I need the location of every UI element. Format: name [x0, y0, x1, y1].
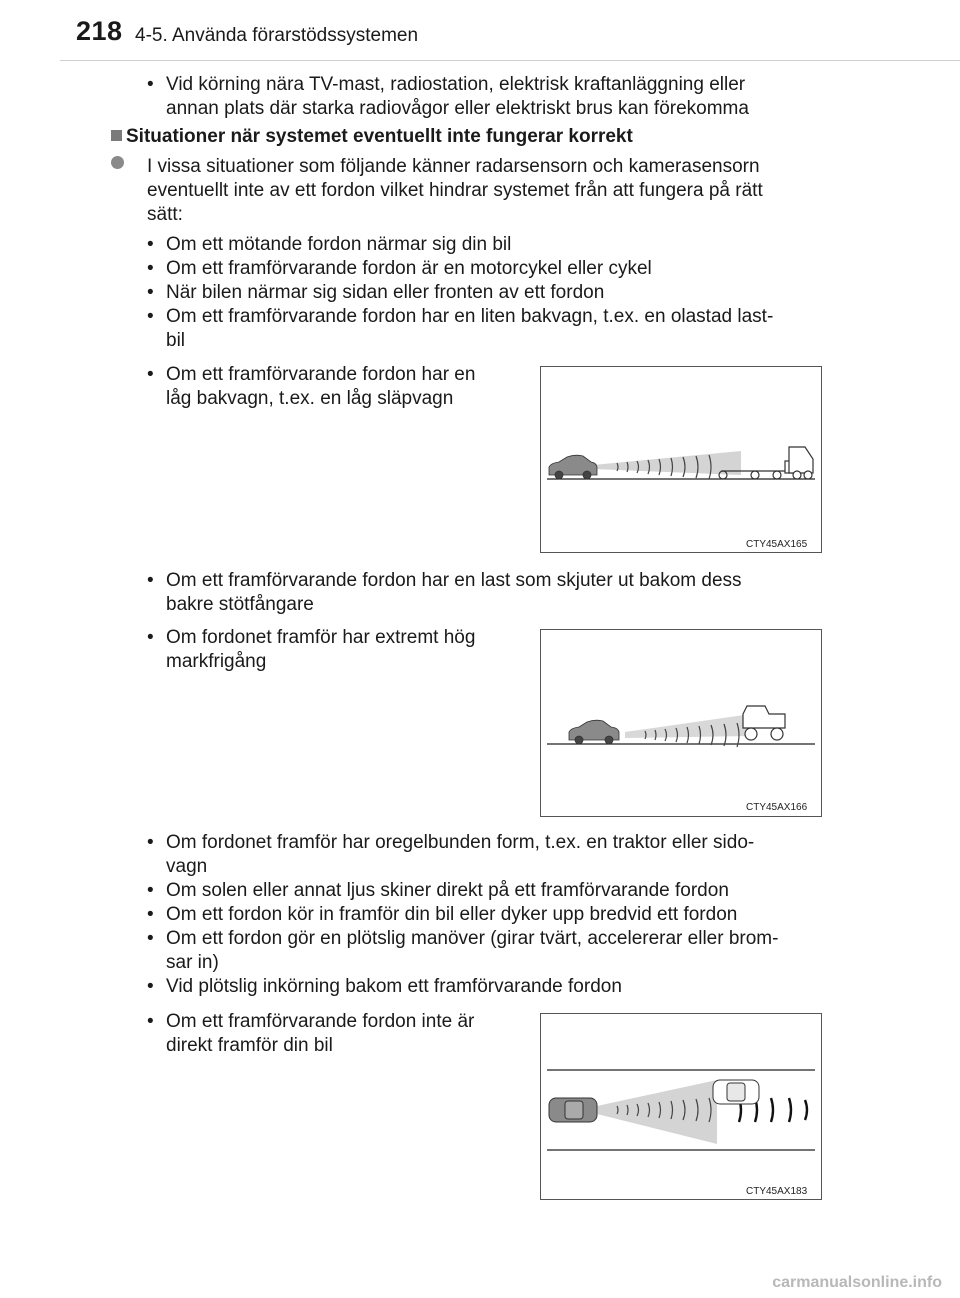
list-item-line: Om ett fordon gör en plötslig manöver (girar tvärt, accelererar eller brom-	[166, 928, 779, 949]
list-item	[147, 569, 857, 617]
list-item-line: Om ett framförvarande fordon har en liten bakvagn, t.ex. en olastad last-	[166, 306, 774, 327]
list-item-line: direkt framför din bil	[166, 1035, 333, 1056]
list-item	[147, 879, 857, 903]
list-item-text: Om ett framförvarande fordon är en motorcykel eller cykel	[166, 258, 652, 279]
list-item-text: Om ett fordon kör in framför din bil eller dyker upp bredvid ett fordon	[166, 904, 738, 925]
list-item	[147, 831, 857, 879]
figure-high-clearance	[540, 629, 822, 817]
bullet-dot: •	[147, 832, 154, 853]
page-number: 218	[76, 16, 123, 46]
truck	[785, 447, 813, 479]
bullet-line: annan plats där starka radiovågor eller elektriskt brus kan förekomma	[166, 98, 749, 119]
bullet-dot: •	[147, 74, 154, 95]
list-item	[147, 257, 857, 281]
list-item	[147, 281, 857, 305]
list-item-text: Om solen eller annat ljus skiner direkt på ett framförvarande fordon	[166, 880, 729, 901]
list-item	[147, 927, 857, 975]
bullet-dot: •	[147, 570, 154, 591]
circle-bullet-icon	[111, 155, 124, 173]
figure-low-trailer	[540, 366, 822, 553]
bullet-dot: •	[147, 282, 154, 303]
list-item	[147, 903, 857, 927]
list-item	[147, 626, 535, 674]
list-item-text: Om ett mötande fordon närmar sig din bil	[166, 234, 512, 255]
section-heading-text: Situationer när systemet eventuellt inte fungerar korrekt	[126, 126, 633, 147]
list-item-line: sar in)	[166, 952, 219, 973]
list-item-line: Om fordonet framför har extremt hög	[166, 627, 476, 648]
list-item-line: låg bakvagn, t.ex. en låg släpvagn	[166, 388, 454, 409]
list-item-text: Vid plötslig inkörning bakom ett framförvarande fordon	[166, 976, 622, 997]
bullet-radio-interference	[147, 73, 857, 121]
bullet-dot: •	[147, 258, 154, 279]
bullet-dot: •	[147, 976, 154, 997]
offset-car-top-view	[713, 1080, 759, 1104]
figure-code: CTY45AX183	[746, 1186, 808, 1197]
list-item-line: Om ett framförvarande fordon har en	[166, 364, 476, 385]
bullet-dot: •	[147, 306, 154, 327]
intro-paragraph	[147, 155, 839, 227]
own-car-top-view	[549, 1098, 597, 1122]
list-item	[147, 233, 857, 257]
figure-code: CTY45AX166	[746, 802, 808, 813]
bullet-dot: •	[147, 1011, 154, 1032]
list-item-line: Om fordonet framför har oregelbunden form, t.ex. en traktor eller sido-	[166, 832, 755, 853]
figure-code: CTY45AX165	[746, 539, 808, 550]
low-trailer-illustration	[541, 367, 821, 552]
square-bullet-icon	[111, 130, 122, 141]
list-item	[147, 363, 535, 411]
figure-offset-vehicle	[540, 1013, 822, 1200]
bullet-dot: •	[147, 627, 154, 648]
chapter-title: 4-5. Använda förarstödssystemen	[135, 25, 419, 46]
bullet-dot: •	[147, 880, 154, 901]
header-divider	[60, 60, 960, 61]
bullet-line: Vid körning nära TV-mast, radiostation, elektrisk kraftanläggning eller	[166, 74, 746, 95]
list-item-line: Om ett framförvarande fordon har en last som skjuter ut bakom dess	[166, 570, 742, 591]
intro-line: sätt:	[147, 204, 183, 225]
bullet-dot: •	[147, 904, 154, 925]
list-item-line: Om ett framförvarande fordon inte är	[166, 1011, 475, 1032]
list-item-line: bakre stötfångare	[166, 594, 314, 615]
bullet-dot: •	[147, 234, 154, 255]
bullet-dot: •	[147, 928, 154, 949]
intro-line: I vissa situationer som följande känner radarsensorn och kamerasensorn	[147, 156, 760, 177]
list-item-text: När bilen närmar sig sidan eller fronten av ett fordon	[166, 282, 605, 303]
radar-beam	[593, 451, 741, 475]
list-item-line: vagn	[166, 856, 208, 877]
intro-line: eventuellt inte av ett fordon vilket hindrar systemet från att fungera på rätt	[147, 180, 763, 201]
list-item-line: markfrigång	[166, 651, 267, 672]
list-item	[147, 1010, 535, 1058]
bullet-dot: •	[147, 364, 154, 385]
list-item	[147, 305, 857, 353]
high-clearance-illustration	[541, 630, 821, 816]
own-car	[569, 720, 619, 744]
radar-beam	[597, 1080, 717, 1144]
list-item	[147, 975, 857, 999]
high-clearance-vehicle	[743, 706, 785, 740]
section-heading	[111, 125, 911, 149]
footer-watermark: carmanualsonline.info	[772, 1274, 942, 1291]
offset-vehicle-illustration	[541, 1014, 821, 1199]
list-item-line: bil	[166, 330, 186, 351]
own-car	[549, 455, 597, 479]
